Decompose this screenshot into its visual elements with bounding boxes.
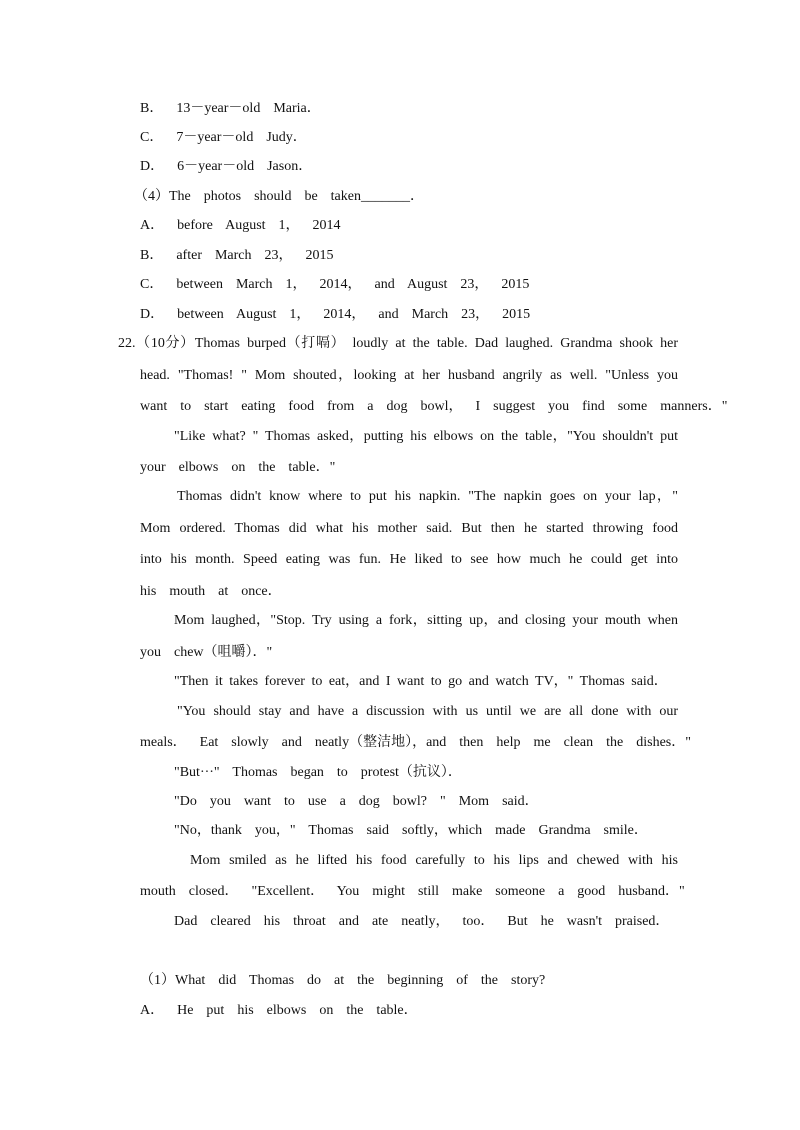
question-line: （1）What did Thomas do at the beginning of the story? — [140, 973, 546, 988]
question-line: （4）The photos should be taken_______． — [134, 189, 424, 204]
option-line: C． between March 1， 2014， and August 23， 2015 — [140, 277, 530, 292]
passage-line: "Do you want to use a dog bowl? " Mom said． — [174, 794, 539, 809]
option-line: B． 13－year－old Maria． — [140, 101, 321, 116]
passage-line: "Then it takes forever to eat，and I want to go and watch TV，" Thomas said． — [174, 674, 668, 689]
option-line: D． between August 1， 2014， and March 23， 2015 — [140, 307, 531, 322]
passage-line: Mom laughed，"Stop. Try using a fork，sitting up，and closing your mouth when — [174, 613, 678, 628]
option-line: A． He put his elbows on the table． — [140, 1003, 418, 1018]
passage-line: "Like what? " Thomas asked，putting his elbows on the table，"You shouldn't put — [174, 429, 678, 444]
passage-line: you chew（咀嚼）．" — [140, 645, 273, 660]
passage-line: Mom ordered. Thomas did what his mother said. But then he started throwing food — [140, 521, 678, 536]
passage-line: want to start eating food from a dog bowl， I suggest you find some manners．" — [140, 399, 728, 414]
option-line: A． before August 1， 2014 — [140, 218, 341, 233]
passage-line: Mom smiled as he lifted his food carefully to his lips and chewed with his — [190, 853, 678, 868]
option-line: B． after March 23， 2015 — [140, 248, 334, 263]
passage-line: his mouth at once． — [140, 584, 282, 599]
passage-line: into his month. Speed eating was fun. He liked to see how much he could get into — [140, 552, 678, 567]
passage-line: meals． Eat slowly and neatly（整洁地），and then help me clean the dishes．" — [140, 735, 691, 750]
option-line: D． 6－year－old Jason． — [140, 159, 313, 174]
passage-line: your elbows on the table．" — [140, 460, 336, 475]
passage-line: Dad cleared his throat and ate neatly， too． But he wasn't praised． — [174, 914, 670, 929]
passage-line: 22.（10分）Thomas burped（打嗝） loudly at the table. Dad laughed. Grandma shook her — [118, 336, 678, 351]
passage-line: "But···" Thomas began to protest（抗议）． — [174, 765, 462, 780]
passage-line: "You should stay and have a discussion with us until we are all done with our — [177, 704, 678, 719]
passage-line: "No，thank you，" Thomas said softly，which made Grandma smile． — [174, 823, 648, 838]
passage-line: Thomas didn't know where to put his napkin. "The napkin goes on your lap，" — [177, 489, 678, 504]
passage-line: mouth closed． "Excellent． You might still make someone a good husband．" — [140, 884, 685, 899]
passage-line: head. "Thomas! " Mom shouted，looking at her husband angrily as well. "Unless you — [140, 368, 678, 383]
option-line: C． 7－year－old Judy． — [140, 130, 307, 145]
